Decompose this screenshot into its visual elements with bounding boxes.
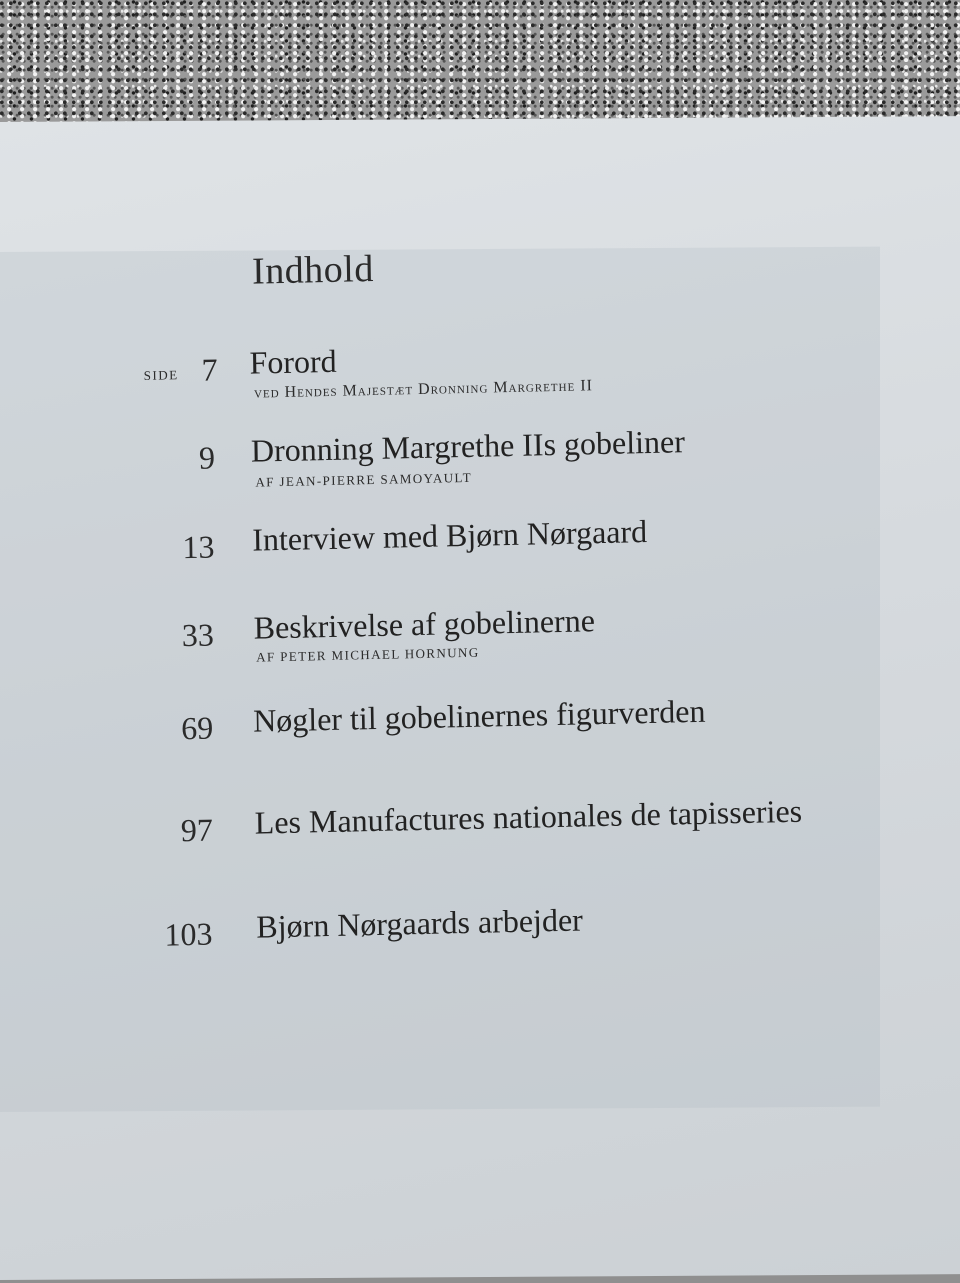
toc-entry-title: Nøgler til gobelinernes figurverden xyxy=(252,692,706,739)
side-label: SIDE xyxy=(143,367,179,383)
toc-page-number: 69 xyxy=(180,709,214,747)
toc-entry-title: Les Manufactures nationales de tapisseries xyxy=(254,792,803,841)
table-of-contents xyxy=(0,104,960,1283)
toc-entry xyxy=(0,417,959,490)
toc-entry-author: ved Hendes Majestæt Dronning Margrethe II xyxy=(253,377,594,402)
toc-entry xyxy=(0,506,960,566)
toc-entry-title: Forord xyxy=(249,342,337,381)
toc-page-number: 13 xyxy=(182,528,215,566)
toc-heading: Indhold xyxy=(251,247,375,293)
toc-entry xyxy=(0,329,957,402)
toc-entry-title: Beskrivelse af gobelinerne xyxy=(253,602,596,646)
toc-entry xyxy=(1,594,960,665)
toc-entry xyxy=(3,687,960,747)
toc-entry-author: AF JEAN-PIERRE SAMOYAULT xyxy=(255,469,473,490)
toc-entry-author: AF PETER MICHAEL HORNUNG xyxy=(256,644,480,665)
toc-entry xyxy=(6,893,960,953)
toc-page-number: 97 xyxy=(180,811,214,849)
toc-entry xyxy=(5,789,960,849)
toc-page-number: 33 xyxy=(181,616,215,654)
toc-entry-title: Interview med Bjørn Nørgaard xyxy=(252,513,648,558)
toc-page-number: 103 xyxy=(164,915,213,953)
book-page xyxy=(0,116,960,1280)
toc-entry-title: Dronning Margrethe IIs gobeliner xyxy=(250,423,686,469)
toc-page-number: 9 xyxy=(198,439,216,476)
toc-entry-title: Bjørn Nørgaards arbejder xyxy=(256,901,584,945)
toc-page-number: 7 xyxy=(201,351,218,388)
